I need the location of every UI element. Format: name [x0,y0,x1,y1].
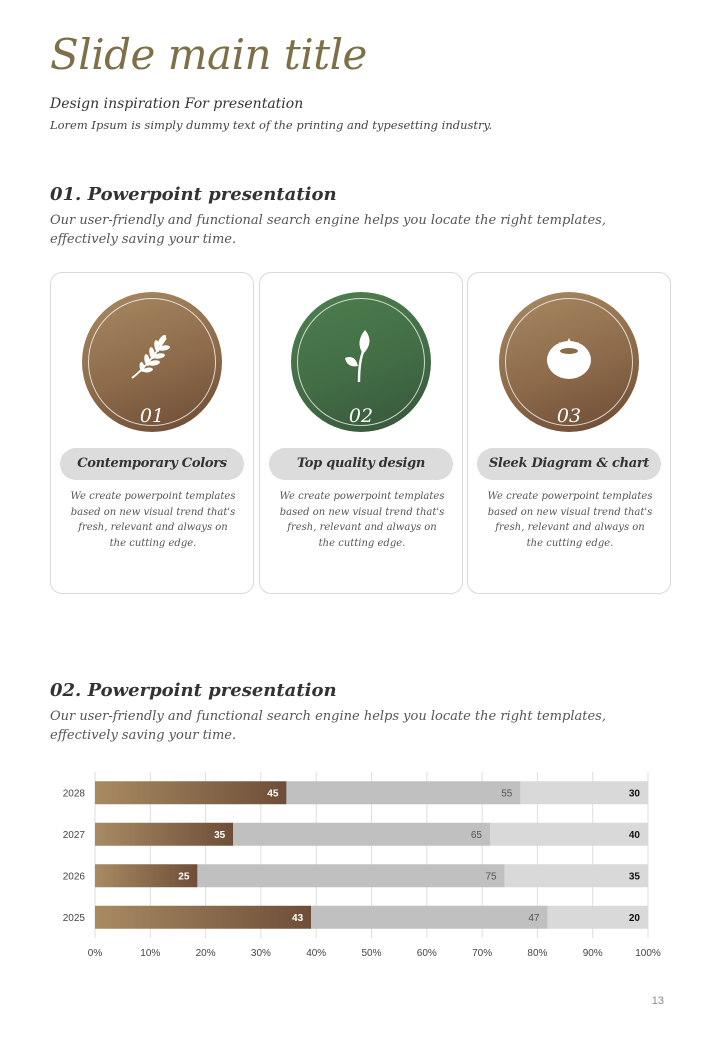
y-tick-label: 2028 [62,788,85,800]
x-tick-label: 30% [250,948,271,959]
bar-segment [95,906,311,929]
feature-card-2 [259,272,463,594]
badge-number: 03 [556,405,582,427]
subtitle: Design inspiration For presentation [50,96,304,112]
data-label: 35 [628,871,640,883]
bar-segment [95,823,233,846]
data-label: 75 [485,871,497,883]
data-label: 30 [628,788,640,800]
x-tick-label: 70% [472,948,493,959]
y-tick-label: 2027 [62,829,85,841]
section-1-heading: 01. Powerpoint presentation [50,184,337,205]
number-badge [291,292,431,432]
section-2-heading: 02. Powerpoint presentation [50,680,337,701]
chart-canvas [0,760,720,970]
feature-card-1 [50,272,254,594]
lead-text: Lorem Ipsum is simply dummy text of the printing and typesetting industry. [50,118,493,132]
card-description: We create powerpoint templates based on new visual trend that's fresh, relevant and always on the cutting edge. [70,491,236,549]
x-tick-label: 40% [306,948,327,959]
section-1-description: Our user-friendly and functional search engine helps you locate the right templates, effectively saving your time. [50,213,606,247]
data-label: 65 [470,829,482,841]
data-label: 55 [501,788,513,800]
sprout-icon [335,328,387,384]
data-label: 35 [214,829,226,841]
x-tick-label: 60% [416,948,437,959]
stacked-bar-chart [0,760,720,970]
x-tick-label: 100% [635,948,661,959]
data-label: 25 [178,871,190,883]
bar-segment [197,864,504,887]
bar-segment [311,906,547,929]
data-label: 45 [267,788,279,800]
y-tick-label: 2026 [62,871,85,883]
x-tick-label: 50% [361,948,382,959]
page-title: Slide main title [50,30,367,79]
page-number: 13 [651,995,664,1007]
feature-card-3 [467,272,671,594]
wheat-icon [126,328,178,384]
x-tick-label: 80% [527,948,548,959]
x-tick-label: 90% [582,948,603,959]
card-description: We create powerpoint templates based on new visual trend that's fresh, relevant and always on the cutting edge. [279,491,445,549]
card-title: Sleek Diagram & chart [477,448,661,480]
section-2-description: Our user-friendly and functional search engine helps you locate the right templates, effectively saving your time. [50,709,606,743]
bar-segment [233,823,490,846]
data-label: 40 [628,829,640,841]
x-tick-label: 20% [195,948,216,959]
x-tick-label: 10% [140,948,161,959]
badge-number: 01 [139,405,165,427]
data-label: 47 [528,912,540,924]
bar-segment [95,781,286,804]
number-badge [499,292,639,432]
number-badge [82,292,222,432]
card-title: Top quality design [269,448,453,480]
y-tick-label: 2025 [62,912,85,924]
bar-segment [505,864,648,887]
badge-number: 02 [348,405,374,427]
data-label: 43 [292,912,304,924]
x-tick-label: 0% [87,948,103,959]
card-description: We create powerpoint templates based on new visual trend that's fresh, relevant and always on the cutting edge. [487,491,653,549]
tomato-icon [543,328,595,384]
card-title: Contemporary Colors [60,448,244,480]
bar-segment [286,781,520,804]
bar-segment [490,823,648,846]
data-label: 20 [628,912,640,924]
